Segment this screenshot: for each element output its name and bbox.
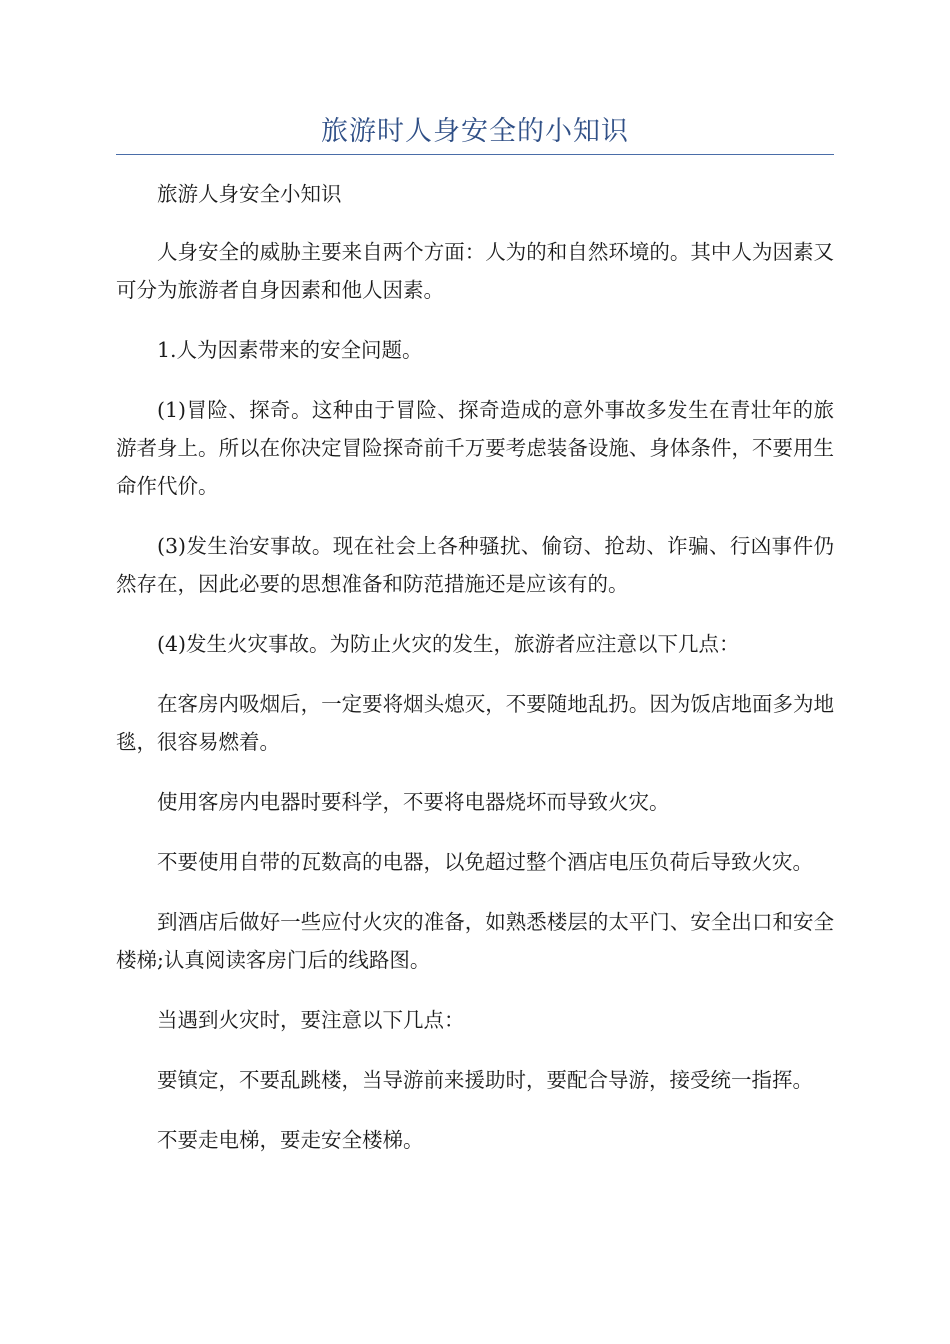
- title-underline: [116, 154, 834, 155]
- paragraph: 不要走电梯，要走安全楼梯。: [157, 1128, 424, 1152]
- paragraph: 要镇定，不要乱跳楼，当导游前来援助时，要配合导游，接受统一指挥。: [157, 1068, 813, 1092]
- subtitle-paragraph: 旅游人身安全小知识: [157, 182, 342, 206]
- paragraph: 当遇到火灾时，要注意以下几点：: [157, 1008, 465, 1032]
- paragraph: (3)发生治安事故。现在社会上各种骚扰、偷窃、抢劫、诈骗、行凶事件仍然存在，因此必要的思想准备和防范措施还是应该有的。: [116, 534, 834, 596]
- paragraph: (4)发生火灾事故。为防止火灾的发生，旅游者应注意以下几点：: [157, 632, 740, 656]
- paragraph: 使用客房内电器时要科学，不要将电器烧坏而导致火灾。: [157, 790, 670, 814]
- document-body: [116, 175, 834, 1181]
- paragraph: (1)冒险、探奇。这种由于冒险、探奇造成的意外事故多发生在青壮年的旅游者身上。所以在你决定冒险探奇前千万要考虑装备设施、身体条件，不要用生命作代价。: [116, 398, 834, 498]
- section-heading: 1.人为因素带来的安全问题。: [157, 338, 423, 362]
- paragraph: 在客房内吸烟后，一定要将烟头熄灭，不要随地乱扔。因为饭店地面多为地毯，很容易燃着。: [116, 692, 834, 754]
- paragraph: 到酒店后做好一些应付火灾的准备，如熟悉楼层的太平门、安全出口和安全楼梯;认真阅读客房门后的线路图。: [116, 910, 834, 972]
- paragraph: 不要使用自带的瓦数高的电器，以免超过整个酒店电压负荷后导致火灾。: [157, 850, 813, 874]
- document-title: 旅游时人身安全的小知识: [321, 116, 629, 147]
- paragraph: 人身安全的威胁主要来自两个方面：人为的和自然环境的。其中人为因素又可分为旅游者自身因素和他人因素。: [116, 240, 834, 302]
